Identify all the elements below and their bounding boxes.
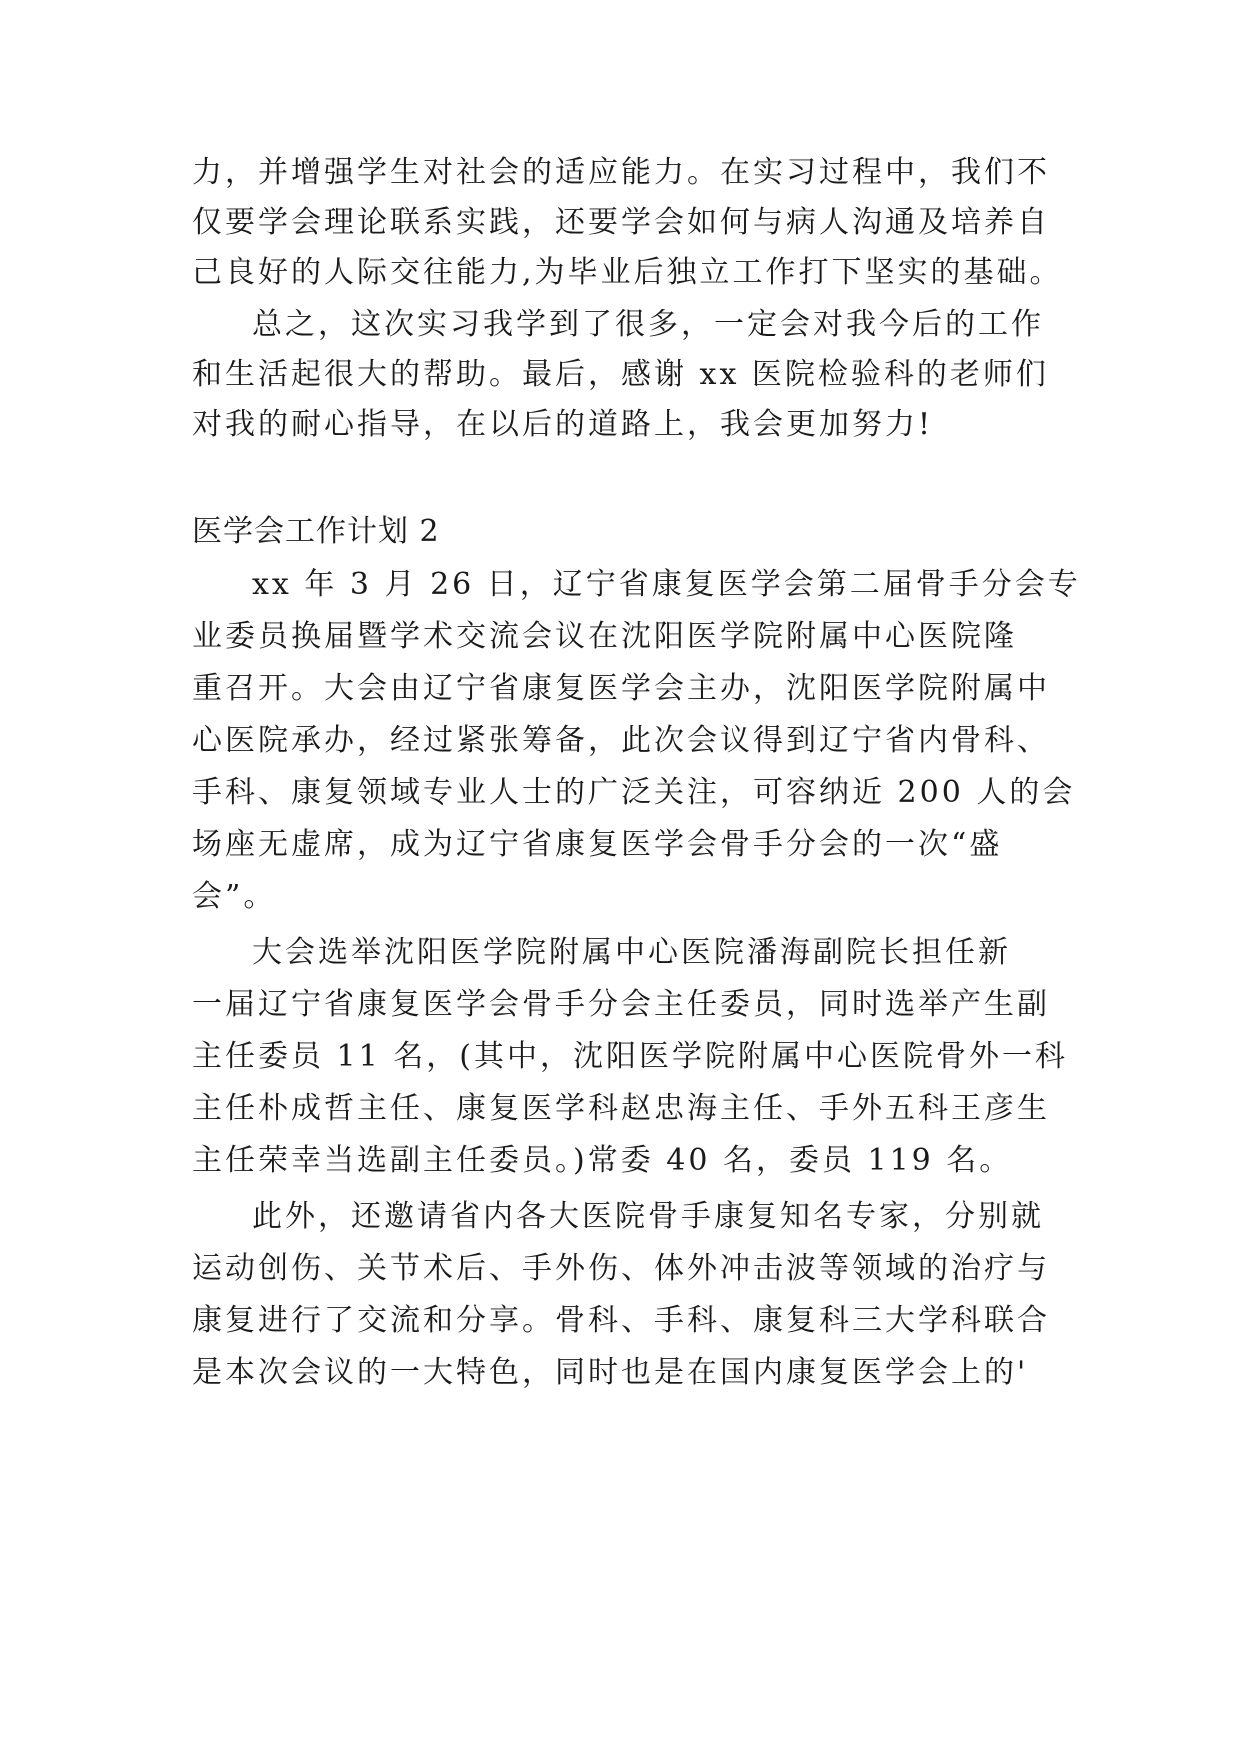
paragraph-line: 是本次会议的一大特色，同时也是在国内康复医学会上的' <box>192 1355 1029 1390</box>
paragraph-line: 和生活起很大的帮助。最后，感谢 xx 医院检验科的老师们 <box>192 357 1049 392</box>
paragraph-line: 力，并增强学生对社会的适应能力。在实习过程中，我们不 <box>192 155 1050 190</box>
paragraph-line: 主任朴成哲主任、康复医学科赵忠海主任、手外五科王彦生 <box>192 1091 1050 1126</box>
paragraph-line: 业委员换届暨学术交流会议在沈阳医学院附属中心医院隆 <box>192 619 1017 654</box>
paragraph-line: xx 年 3 月 26 日，辽宁省康复医学会第二届骨手分会专 <box>252 567 1081 602</box>
paragraph-line: 大会选举沈阳医学院附属中心医院潘海副院长担任新 <box>252 935 1011 970</box>
paragraph-line: 康复进行了交流和分享。骨科、手科、康复科三大学科联合 <box>192 1303 1050 1338</box>
paragraph-line: 场座无虚席，成为辽宁省康复医学会骨手分会的一次“盛 <box>192 827 1003 862</box>
paragraph-line: 重召开。大会由辽宁省康复医学会主办，沈阳医学院附属中 <box>192 671 1050 706</box>
paragraph-line: 手科、康复领域专业人士的广泛关注，可容纳近 200 人的会 <box>192 775 1076 810</box>
section-title: 医学会工作计划 2 <box>192 514 440 549</box>
paragraph-line: 对我的耐心指导，在以后的道路上，我会更加努力! <box>192 407 934 442</box>
paragraph-line: 主任荣幸当选副主任委员。)常委 40 名，委员 119 名。 <box>192 1143 1013 1178</box>
paragraph-line: 仅要学会理论联系实践，还要学会如何与病人沟通及培养自 <box>192 205 1050 240</box>
paragraph-line: 会”。 <box>192 879 277 914</box>
paragraph-line: 己良好的人际交往能力,为毕业后独立工作打下坚实的基础。 <box>192 255 1063 290</box>
paragraph-line: 一届辽宁省康复医学会骨手分会主任委员，同时选举产生副 <box>192 987 1050 1022</box>
paragraph-line: 运动创伤、关节术后、手外伤、体外冲击波等领域的治疗与 <box>192 1251 1050 1286</box>
paragraph-line: 主任委员 11 名，(其中，沈阳医学院附属中心医院骨外一科 <box>192 1039 1068 1074</box>
paragraph-line: 总之，这次实习我学到了很多，一定会对我今后的工作 <box>252 307 1044 342</box>
paragraph-line: 此外，还邀请省内各大医院骨手康复知名专家，分别就 <box>252 1199 1044 1234</box>
paragraph-line: 心医院承办，经过紧张筹备，此次会议得到辽宁省内骨科、 <box>192 723 1050 758</box>
